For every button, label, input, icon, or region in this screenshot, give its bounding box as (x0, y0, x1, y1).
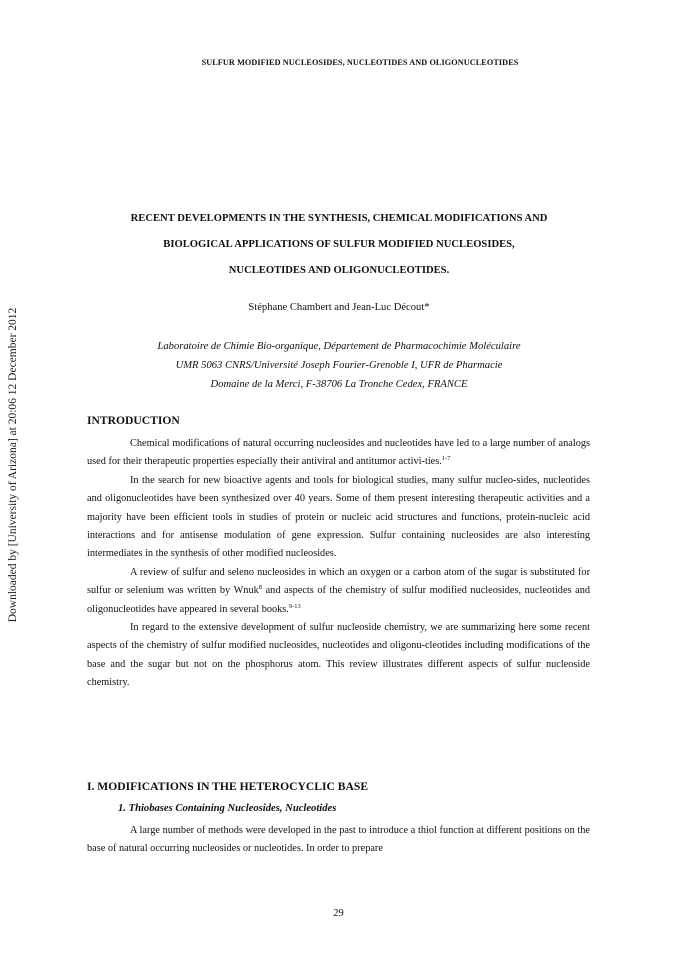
citation: 8 (258, 584, 263, 592)
affiliation-line: Domaine de la Merci, F-38706 La Tronche Cedex, FRANCE (210, 379, 468, 390)
section-body (87, 822, 590, 859)
paragraph-text: In regard to the extensive development of sulfur nucleoside chemistry, we are summarizing here some recent aspects of the chemistry of sulfur modified nucleosides, nucleotides and oligonu-cleotides including modifications of the base and the sugar but not on the phosphorus atom. This review illustrates different aspects of sulfur nucleoside chemistry. (87, 622, 590, 689)
citation: 9-13 (288, 602, 301, 610)
introduction-heading: INTRODUCTION (87, 414, 180, 427)
paragraph-text: A large number of methods were developed in the past to introduce a thiol function at different positions on the base of natural occurring nucleosides or nucleotides. In order to prepare (87, 825, 590, 855)
introduction-body (87, 435, 590, 693)
title-line: RECENT DEVELOPMENTS IN THE SYNTHESIS, CHEMICAL MODIFICATIONS AND (130, 213, 548, 224)
title-line: NUCLEOTIDES AND OLIGONUCLEOTIDES. (228, 265, 450, 276)
affiliation-line: UMR 5063 CNRS/Université Joseph Fourier-Grenoble I, UFR de Pharmacie (175, 360, 503, 371)
article-title (80, 206, 598, 284)
page-number: 29 (333, 908, 344, 919)
affiliation (80, 337, 598, 394)
authors: Stéphane Chambert and Jean-Luc Décout* (248, 302, 430, 313)
running-head: SULFUR MODIFIED NUCLEOSIDES, NUCLEOTIDES AND OLIGONUCLEOTIDES (201, 58, 519, 67)
paragraph-text: In the search for new bioactive agents and tools for biological studies, many sulfur nucleo-sides, nucleotides and oligonucleotides have been synthesized over 40 years. Some of them present interesting therapeutic activities and a majority have been efficient tools in studies of protein or nucleic acid structures and functions, protein-nucleic acid interactions and for antisense modulation of gene expression. Sulfur containing nucleosides are also interesting intermediates in the synthesis of other modified nucleosides. (87, 474, 590, 560)
paragraph (87, 435, 590, 472)
subsection-heading: 1. Thiobases Containing Nucleosides, Nucleotides (118, 803, 337, 814)
title-line: BIOLOGICAL APPLICATIONS OF SULFUR MODIFIED NUCLEOSIDES, (163, 239, 515, 250)
paragraph-text: A review of sulfur and seleno nucleosides in which an oxygen or a carbon atom of the sugar is substituted for sulfur or selenium was written by Wnuk (87, 566, 590, 597)
paragraph (87, 472, 590, 564)
download-watermark: Downloaded by [University of Arizona] at 20:06 12 December 2012 (7, 307, 19, 623)
paragraph (87, 564, 590, 619)
paragraph-text: Chemical modifications of natural occurring nucleosides and nucleotides have led to a large number of analogs used for their therapeutic properties especially their antiviral and antitumor activi-ties. (87, 438, 590, 468)
citation: 1-7 (441, 455, 451, 463)
affiliation-line: Laboratoire de Chimie Bio-organique, Département de Pharmacochimie Moléculaire (157, 341, 521, 352)
paragraph-text: and aspects of the chemistry of sulfur modified nucleosides, nucleotides and oligonucleotides have appeared in several books. (87, 585, 590, 615)
paragraph (87, 619, 590, 693)
section-heading: I. MODIFICATIONS IN THE HETEROCYCLIC BASE (87, 780, 369, 793)
paragraph (87, 822, 590, 859)
